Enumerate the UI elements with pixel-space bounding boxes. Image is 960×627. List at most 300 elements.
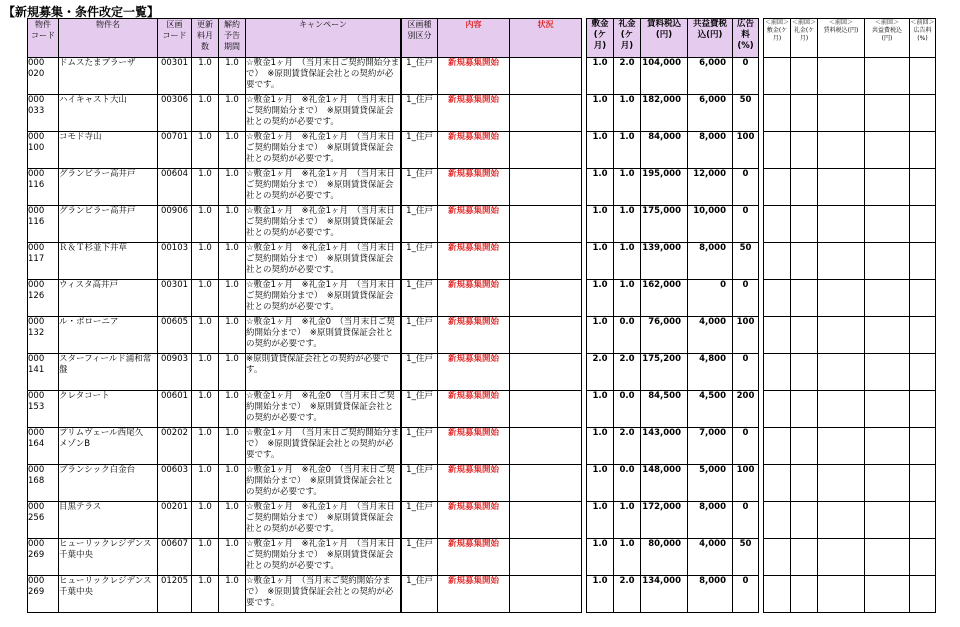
property-code-bottom: 117 — [28, 254, 45, 264]
property-row — [28, 539, 401, 576]
terms-row — [587, 280, 759, 317]
ad-fee-value: 200 — [733, 391, 759, 428]
content-label: 新規募集開始 — [438, 169, 510, 206]
status-row — [402, 539, 582, 576]
prev-common-fee-cell — [865, 428, 910, 465]
property-name: クレタコート — [59, 391, 158, 428]
campaign-text: ☆敷金1ヶ月 （当月末ご契約開始分まで） ※原則賃貸保証会社との契約が必要です。 — [246, 576, 401, 613]
cancel-notice: 1.0 — [219, 465, 246, 502]
prev-rent-cell — [818, 539, 865, 576]
property-code-bottom: 116 — [28, 180, 45, 190]
prev-deposit-cell — [764, 58, 791, 95]
campaign-text: ☆敷金1ヶ月 ※礼金1ヶ月 （当月末日ご契約開始分まで） ※原則賃貸保証会社との契約が必要です。 — [246, 206, 401, 243]
content-label: 新規募集開始 — [438, 58, 510, 95]
cancel-notice: 1.0 — [219, 391, 246, 428]
renewal-fee: 1.0 — [192, 576, 219, 613]
terms-row — [587, 206, 759, 243]
prev-deposit-cell — [764, 95, 791, 132]
rent-value: 172,000 — [641, 502, 688, 539]
prev-deposit-cell — [764, 169, 791, 206]
renewal-fee: 1.0 — [192, 317, 219, 354]
property-code-bottom: 164 — [28, 439, 45, 449]
property-row — [28, 206, 401, 243]
property-name: コモド寺山 — [59, 132, 158, 169]
renewal-fee: 1.0 — [192, 539, 219, 576]
status-cell — [510, 243, 582, 280]
cancel-notice: 1.0 — [219, 169, 246, 206]
deposit-value: 1.0 — [587, 132, 614, 169]
cancel-notice: 1.0 — [219, 95, 246, 132]
property-name: グランビラー高井戸 — [59, 169, 158, 206]
property-code-bottom: 033 — [28, 106, 45, 116]
property-code-cell — [28, 58, 59, 95]
status-row — [402, 169, 582, 206]
terms-table — [586, 18, 759, 613]
property-code-top: 000 — [28, 95, 45, 105]
header-section-type: 区画種 別区分 — [402, 19, 438, 58]
property-row — [28, 95, 401, 132]
key-money-value: 1.0 — [614, 502, 641, 539]
common-fee-value: 0 — [688, 280, 733, 317]
property-code-cell — [28, 95, 59, 132]
section-code: 00603 — [158, 465, 192, 502]
status-row — [402, 58, 582, 95]
property-name: 目黒テラス — [59, 502, 158, 539]
prev-deposit-cell — [764, 243, 791, 280]
prev-deposit-cell — [764, 317, 791, 354]
property-name: ヒューリックレジデンス千葉中央 — [59, 539, 158, 576]
status-row — [402, 317, 582, 354]
prev-rent-cell — [818, 243, 865, 280]
property-code-top: 000 — [28, 58, 45, 68]
rent-value: 162,000 — [641, 280, 688, 317]
deposit-value: 1.0 — [587, 391, 614, 428]
ad-fee-value: 100 — [733, 465, 759, 502]
property-code-bottom: 126 — [28, 291, 45, 301]
previous-terms-row — [764, 539, 936, 576]
prev-ad-fee-cell — [910, 280, 936, 317]
campaign-text: ☆敷金1ヶ月 ※礼金0 （当月末日ご契約開始分まで） ※原則賃貸保証会社との契約が必要です。 — [246, 317, 401, 354]
cancel-notice: 1.0 — [219, 502, 246, 539]
terms-row — [587, 576, 759, 613]
prev-key-money-cell — [791, 132, 818, 169]
prev-ad-fee-cell — [910, 317, 936, 354]
property-code-bottom: 168 — [28, 476, 45, 486]
section-code: 00601 — [158, 391, 192, 428]
cancel-notice: 1.0 — [219, 354, 246, 391]
previous-terms-row — [764, 428, 936, 465]
common-fee-value: 8,000 — [688, 502, 733, 539]
common-fee-value: 8,000 — [688, 132, 733, 169]
property-row — [28, 243, 401, 280]
key-money-value: 0.0 — [614, 317, 641, 354]
prev-deposit-cell — [764, 132, 791, 169]
key-money-value: 1.0 — [614, 280, 641, 317]
terms-row — [587, 58, 759, 95]
property-code-bottom: 132 — [28, 328, 45, 338]
prev-rent-cell — [818, 354, 865, 391]
key-money-value: 1.0 — [614, 95, 641, 132]
prev-rent-cell — [818, 428, 865, 465]
section-code: 00607 — [158, 539, 192, 576]
property-code-cell — [28, 391, 59, 428]
prev-rent-cell — [818, 391, 865, 428]
prev-deposit-cell — [764, 502, 791, 539]
deposit-value: 1.0 — [587, 428, 614, 465]
terms-row — [587, 317, 759, 354]
section-type: 1_住戸 — [402, 317, 438, 354]
previous-terms-row — [764, 58, 936, 95]
ad-fee-value: 0 — [733, 169, 759, 206]
property-code-cell — [28, 354, 59, 391]
property-code-cell — [28, 132, 59, 169]
renewal-fee: 1.0 — [192, 95, 219, 132]
status-cell — [510, 169, 582, 206]
prev-key-money-cell — [791, 169, 818, 206]
rent-value: 175,200 — [641, 354, 688, 391]
previous-terms-row — [764, 132, 936, 169]
renewal-fee: 1.0 — [192, 169, 219, 206]
previous-terms-row — [764, 169, 936, 206]
status-cell — [510, 391, 582, 428]
prev-key-money-cell — [791, 354, 818, 391]
status-row — [402, 280, 582, 317]
ad-fee-value: 0 — [733, 206, 759, 243]
property-code-top: 000 — [28, 132, 45, 142]
common-fee-value: 4,000 — [688, 539, 733, 576]
renewal-fee: 1.0 — [192, 354, 219, 391]
property-code-cell — [28, 539, 59, 576]
prev-common-fee-cell — [865, 465, 910, 502]
property-code-bottom: 269 — [28, 550, 45, 560]
property-row — [28, 280, 401, 317]
header-campaign: キャンペーン — [246, 19, 401, 58]
prev-common-fee-cell — [865, 280, 910, 317]
section-type: 1_住戸 — [402, 391, 438, 428]
renewal-fee: 1.0 — [192, 132, 219, 169]
rent-value: 84,500 — [641, 391, 688, 428]
deposit-value: 1.0 — [587, 280, 614, 317]
key-money-value: 0.0 — [614, 465, 641, 502]
page-title: 【新規募集・条件改定一覧】 — [3, 5, 160, 19]
renewal-fee: 1.0 — [192, 206, 219, 243]
property-code-cell — [28, 502, 59, 539]
property-code-cell — [28, 206, 59, 243]
previous-header-row — [764, 19, 936, 58]
content-label: 新規募集開始 — [438, 280, 510, 317]
common-fee-value: 4,800 — [688, 354, 733, 391]
prev-key-money-cell — [791, 206, 818, 243]
section-type: 1_住戸 — [402, 539, 438, 576]
key-money-value: 1.0 — [614, 243, 641, 280]
header-property-code: 物件 コード — [28, 19, 59, 58]
section-code: 00906 — [158, 206, 192, 243]
property-name: ハイキャスト大山 — [59, 95, 158, 132]
campaign-text: ☆敷金1ヶ月 （当月末日ご契約開始分まで） ※原則賃貸保証会社との契約が必要です。 — [246, 428, 401, 465]
prev-common-fee-cell — [865, 576, 910, 613]
rent-value: 104,000 — [641, 58, 688, 95]
prev-ad-fee-cell — [910, 428, 936, 465]
status-row — [402, 354, 582, 391]
status-row — [402, 243, 582, 280]
section-code: 00701 — [158, 132, 192, 169]
property-header-row — [28, 19, 401, 58]
deposit-value: 1.0 — [587, 465, 614, 502]
key-money-value: 1.0 — [614, 206, 641, 243]
property-name: ウィスタ高井戸 — [59, 280, 158, 317]
property-code-top: 000 — [28, 502, 45, 512]
header-cancel-notice: 解約 予告 期間 — [219, 19, 246, 58]
rent-value: 195,000 — [641, 169, 688, 206]
property-code-top: 000 — [28, 280, 45, 290]
common-fee-value: 6,000 — [688, 58, 733, 95]
property-row — [28, 132, 401, 169]
property-code-cell — [28, 280, 59, 317]
property-code-bottom: 141 — [28, 365, 45, 375]
campaign-text: ☆敷金1ヶ月 ※礼金1ヶ月 （当月末日ご契約開始分まで） ※原則賃貸保証会社との契約が必要です。 — [246, 132, 401, 169]
section-code: 00604 — [158, 169, 192, 206]
status-row — [402, 391, 582, 428]
prev-ad-fee-cell — [910, 58, 936, 95]
property-name: グランビラー高井戸 — [59, 206, 158, 243]
property-code-top: 000 — [28, 428, 45, 438]
key-money-value: 1.0 — [614, 132, 641, 169]
prev-deposit-cell — [764, 354, 791, 391]
cancel-notice: 1.0 — [219, 317, 246, 354]
section-code: 00103 — [158, 243, 192, 280]
property-code-top: 000 — [28, 539, 45, 549]
property-table — [27, 18, 401, 613]
campaign-text: ☆敷金1ヶ月 ※礼金1ヶ月 （当月末日ご契約開始分まで） ※原則賃貸保証会社との契約が必要です。 — [246, 243, 401, 280]
content-label: 新規募集開始 — [438, 243, 510, 280]
status-row — [402, 465, 582, 502]
status-cell — [510, 502, 582, 539]
property-code-bottom: 020 — [28, 69, 45, 79]
terms-header-row — [587, 19, 759, 58]
property-code-cell — [28, 428, 59, 465]
prev-key-money-cell — [791, 95, 818, 132]
header-section-code: 区画 コード — [158, 19, 192, 58]
section-code: 01205 — [158, 576, 192, 613]
deposit-value: 1.0 — [587, 576, 614, 613]
status-row — [402, 576, 582, 613]
property-row — [28, 317, 401, 354]
previous-terms-row — [764, 391, 936, 428]
prev-rent-cell — [818, 280, 865, 317]
key-money-value: 2.0 — [614, 576, 641, 613]
prev-deposit-cell — [764, 539, 791, 576]
renewal-fee: 1.0 — [192, 428, 219, 465]
previous-terms-row — [764, 502, 936, 539]
prev-ad-fee-cell — [910, 502, 936, 539]
prev-rent-cell — [818, 465, 865, 502]
renewal-fee: 1.0 — [192, 391, 219, 428]
previous-terms-row — [764, 465, 936, 502]
rent-value: 84,000 — [641, 132, 688, 169]
ad-fee-value: 0 — [733, 354, 759, 391]
common-fee-value: 8,000 — [688, 576, 733, 613]
section-code: 00202 — [158, 428, 192, 465]
prev-common-fee-cell — [865, 317, 910, 354]
status-cell — [510, 95, 582, 132]
prev-key-money-cell — [791, 576, 818, 613]
property-row — [28, 58, 401, 95]
key-money-value: 2.0 — [614, 428, 641, 465]
prev-deposit-cell — [764, 465, 791, 502]
prev-key-money-cell — [791, 243, 818, 280]
property-name: ル・ボローニア — [59, 317, 158, 354]
prev-rent-cell — [818, 169, 865, 206]
campaign-text: ☆敷金1ヶ月 ※礼金0 （当月末日ご契約開始分まで） ※原則賃貸保証会社との契約が必要です。 — [246, 465, 401, 502]
property-code-cell — [28, 243, 59, 280]
property-code-bottom: 256 — [28, 513, 45, 523]
common-fee-value: 8,000 — [688, 243, 733, 280]
status-cell — [510, 280, 582, 317]
terms-row — [587, 169, 759, 206]
deposit-value: 1.0 — [587, 95, 614, 132]
status-cell — [510, 132, 582, 169]
previous-terms-row — [764, 354, 936, 391]
deposit-value: 1.0 — [587, 58, 614, 95]
cancel-notice: 1.0 — [219, 243, 246, 280]
key-money-value: 0.0 — [614, 391, 641, 428]
common-fee-value: 4,500 — [688, 391, 733, 428]
prev-rent-cell — [818, 576, 865, 613]
section-code: 00301 — [158, 280, 192, 317]
previous-terms-row — [764, 280, 936, 317]
header-prev-deposit: ＜前回＞ 敷金(ケ 月) — [764, 19, 791, 58]
campaign-text: ☆敷金1ヶ月 ※礼金1ヶ月 （当月末日ご契約開始分まで） ※原則賃貸保証会社との契約が必要です。 — [246, 169, 401, 206]
status-cell — [510, 576, 582, 613]
property-code-top: 000 — [28, 317, 45, 327]
status-cell — [510, 206, 582, 243]
common-fee-value: 5,000 — [688, 465, 733, 502]
property-row — [28, 354, 401, 391]
prev-common-fee-cell — [865, 132, 910, 169]
terms-row — [587, 243, 759, 280]
property-row — [28, 465, 401, 502]
terms-row — [587, 95, 759, 132]
property-code-top: 000 — [28, 169, 45, 179]
section-type: 1_住戸 — [402, 58, 438, 95]
terms-row — [587, 465, 759, 502]
section-code: 00903 — [158, 354, 192, 391]
deposit-value: 2.0 — [587, 354, 614, 391]
campaign-text: ☆敷金1ヶ月 ※礼金1ヶ月 （当月末日ご契約開始分まで） ※原則賃貸保証会社との契約が必要です。 — [246, 95, 401, 132]
key-money-value: 1.0 — [614, 169, 641, 206]
property-code-bottom: 100 — [28, 143, 45, 153]
ad-fee-value: 0 — [733, 280, 759, 317]
ad-fee-value: 100 — [733, 317, 759, 354]
prev-common-fee-cell — [865, 206, 910, 243]
rent-value: 76,000 — [641, 317, 688, 354]
cancel-notice: 1.0 — [219, 576, 246, 613]
section-code: 00306 — [158, 95, 192, 132]
content-label: 新規募集開始 — [438, 502, 510, 539]
cancel-notice: 1.0 — [219, 58, 246, 95]
common-fee-value: 7,000 — [688, 428, 733, 465]
prev-key-money-cell — [791, 465, 818, 502]
header-prev-ad-fee: ＜前回＞ 広告料 (%) — [910, 19, 936, 58]
prev-common-fee-cell — [865, 58, 910, 95]
prev-ad-fee-cell — [910, 539, 936, 576]
campaign-text: ☆敷金1ヶ月 ※礼金1ヶ月 （当月末日ご契約開始分まで） ※原則賃貸保証会社との契約が必要です。 — [246, 280, 401, 317]
header-renewal-fee: 更新 料月 数 — [192, 19, 219, 58]
prev-rent-cell — [818, 95, 865, 132]
property-code-top: 000 — [28, 465, 45, 475]
prev-rent-cell — [818, 58, 865, 95]
prev-key-money-cell — [791, 317, 818, 354]
common-fee-value: 12,000 — [688, 169, 733, 206]
property-code-top: 000 — [28, 576, 45, 586]
property-code-cell — [28, 317, 59, 354]
prev-key-money-cell — [791, 428, 818, 465]
prev-ad-fee-cell — [910, 243, 936, 280]
prev-ad-fee-cell — [910, 391, 936, 428]
prev-common-fee-cell — [865, 243, 910, 280]
prev-ad-fee-cell — [910, 576, 936, 613]
header-prev-rent: ＜前回＞ 賃料税込(円) — [818, 19, 865, 58]
terms-row — [587, 502, 759, 539]
common-fee-value: 4,000 — [688, 317, 733, 354]
section-type: 1_住戸 — [402, 206, 438, 243]
terms-row — [587, 132, 759, 169]
content-label: 新規募集開始 — [438, 132, 510, 169]
campaign-text: ※原則賃貸保証会社との契約が必要です。 — [246, 354, 401, 391]
section-type: 1_住戸 — [402, 465, 438, 502]
section-code: 00201 — [158, 502, 192, 539]
prev-key-money-cell — [791, 539, 818, 576]
rent-value: 182,000 — [641, 95, 688, 132]
prev-deposit-cell — [764, 391, 791, 428]
prev-deposit-cell — [764, 280, 791, 317]
property-code-cell — [28, 465, 59, 502]
key-money-value: 2.0 — [614, 354, 641, 391]
renewal-fee: 1.0 — [192, 243, 219, 280]
rent-value: 80,000 — [641, 539, 688, 576]
content-label: 新規募集開始 — [438, 428, 510, 465]
cancel-notice: 1.0 — [219, 206, 246, 243]
deposit-value: 1.0 — [587, 243, 614, 280]
prev-deposit-cell — [764, 206, 791, 243]
header-common-fee: 共益費税 込(円) — [688, 19, 733, 58]
section-type: 1_住戸 — [402, 354, 438, 391]
cancel-notice: 1.0 — [219, 428, 246, 465]
cancel-notice: 1.0 — [219, 132, 246, 169]
section-type: 1_住戸 — [402, 502, 438, 539]
property-name: ドムスたまプラーザ — [59, 58, 158, 95]
prev-ad-fee-cell — [910, 95, 936, 132]
prev-common-fee-cell — [865, 502, 910, 539]
property-row — [28, 502, 401, 539]
property-row — [28, 428, 401, 465]
ad-fee-value: 0 — [733, 58, 759, 95]
ad-fee-value: 50 — [733, 95, 759, 132]
status-cell — [510, 317, 582, 354]
key-money-value: 1.0 — [614, 539, 641, 576]
cancel-notice: 1.0 — [219, 280, 246, 317]
content-label: 新規募集開始 — [438, 95, 510, 132]
campaign-text: ☆敷金1ヶ月 ※礼金1ヶ月 （当月末日ご契約開始分まで） ※原則賃貸保証会社との契約が必要です。 — [246, 539, 401, 576]
property-name: ヒューリックレジデンス千葉中央 — [59, 576, 158, 613]
prev-rent-cell — [818, 206, 865, 243]
status-table — [401, 18, 582, 613]
prev-common-fee-cell — [865, 169, 910, 206]
rent-value: 139,000 — [641, 243, 688, 280]
terms-row — [587, 539, 759, 576]
prev-ad-fee-cell — [910, 169, 936, 206]
header-key-money: 礼金 (ケ 月) — [614, 19, 641, 58]
